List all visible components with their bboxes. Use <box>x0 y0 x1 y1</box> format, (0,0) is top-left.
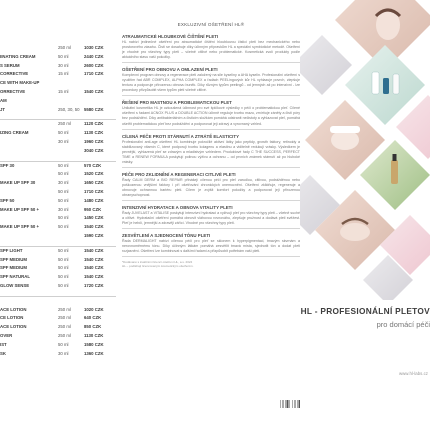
product-name: SK <box>0 350 6 356</box>
product-price: 1590 CZK <box>84 232 104 238</box>
price-row <box>0 341 116 350</box>
price-row <box>0 323 116 332</box>
product-price: 1450 CZK <box>84 215 104 221</box>
product-volume: 250 ml <box>58 315 71 321</box>
product-volume: 50 ml <box>58 171 69 177</box>
product-price: 1540 CZK <box>84 88 104 94</box>
price-row <box>0 264 116 273</box>
product-volume: 50 ml <box>58 341 69 347</box>
product-price: 570 CZK <box>84 162 102 168</box>
product-price: 1710 CZK <box>84 188 104 194</box>
product-volume: 50 ml <box>58 224 69 230</box>
product-name: ACE LOTION <box>0 324 27 330</box>
price-row <box>0 223 116 232</box>
section-heading: INTENZIVNÍ HYDRATACE A OBNOVA VITALITY PLETI <box>122 204 233 210</box>
price-list <box>0 44 116 358</box>
product-name: S SERUM <box>0 62 20 68</box>
price-row <box>0 296 116 306</box>
product-price: 1540 CZK <box>84 256 104 262</box>
barcode <box>280 400 300 408</box>
product-name: GLOW SENSE <box>0 282 30 288</box>
price-row <box>0 246 116 256</box>
price-row <box>0 350 116 359</box>
product-price: 1650 CZK <box>84 180 104 186</box>
product-volume: 50 ml <box>58 282 69 288</box>
product-volume: 50 ml <box>58 162 69 168</box>
product-name: IST <box>0 341 7 347</box>
product-name: CORRECTIVE <box>0 71 29 77</box>
section-text: Řada DERMALIGHT nabízí cílenou péči pro pleť se sklonem k hyperpigmentaci, tmavým skvrnám a nerovnoměrnému tónu. Díky účinným látkám pomáhá zesvětlit tmavá místa, sjednotit tón a dodat pleti rozjasnění. Ošetření lze kombinovat s dalšími řadami a přizpůsobit potřebám vaší pleti. <box>122 239 300 257</box>
product-name: ACE LOTION <box>0 306 27 312</box>
product-price: 1540 CZK <box>84 247 104 253</box>
product-volume: 30 ml <box>58 62 69 68</box>
price-row <box>0 97 116 106</box>
price-row <box>0 282 116 291</box>
product-name: CE WITH MAKE-UP <box>0 80 40 86</box>
section-text: Unikátní kosmetika HL je ozkoušená účinnost pro své špičkové výsledky v péči o problematickou pleť. Cílené ošetření s řadami ACNOX PLUS a DOUBLE ACTION účinně reguluje tvorbu mazu, zmírňuje záněty a čistí póry bez podráždění. Díky antibakteriálním a čisticím složkám pomáhá odstranit nečistoty a vyhlazovat pleť, pomáhá ošetřit problematickou pleť bez podráždění a podporovat její zdravý a vyrovnaný vzhled. <box>122 106 300 129</box>
price-row <box>0 129 116 138</box>
product-name: IZING CREAM <box>0 130 29 136</box>
section-text: Řady JUVELAST a VITALISE poskytují intenzivní hydrataci a vyživují pleť pro všechny typy pleti – včetně suché a citlivé. Hydratační ošetření pomáhá obnovit vláhovou rovnováhu, zlepšuje pružnost a dodává pleti svěžest. Pleť je hebčí, jemnější a zdravěji zářící. Vhodné pro všechny typy pleti. <box>122 211 300 229</box>
product-volume: 15 ml <box>58 71 69 77</box>
product-name: SPF 50 <box>0 197 15 203</box>
product-name: MAKE UP SPF 50 + <box>0 206 39 212</box>
price-row <box>0 232 116 241</box>
product-price: 1360 CZK <box>84 350 104 356</box>
price-row <box>0 106 116 115</box>
product-price: 1030 CZK <box>84 45 104 50</box>
product-name: JT <box>0 106 6 112</box>
brand-headline: HL - PROFESIONÁLNÍ PLETOV <box>300 306 430 316</box>
brand-subheadline: pro domácí péči <box>376 320 430 329</box>
product-name: IINATING CREAM <box>0 53 36 59</box>
product-name: CE LOTION <box>0 315 24 321</box>
product-price: 1020 CZK <box>84 306 104 312</box>
product-name: SPF NATURAL <box>0 274 30 280</box>
product-name: MAKE UP SPF 30 <box>0 180 36 186</box>
product-volume: 50 ml <box>58 247 69 253</box>
product-price: 1540 CZK <box>84 274 104 280</box>
product-price: 5580 CZK <box>84 106 104 112</box>
product-price: 1720 CZK <box>84 282 104 288</box>
photo-collage <box>300 0 430 300</box>
product-volume: 30 ml <box>58 138 69 144</box>
product-price: 640 CZK <box>84 315 102 321</box>
section-heading: ŘEŠENÍ PRO MASTNOU A PROBLEMATICKOU PLET <box>122 100 232 106</box>
section-text: Řady CALM DERM a BIO REPAIR přinášejí cílenou péči pro pleť zarudlou, citlivou, podrážděnou nebo poškozenou vnějšími faktory i při ošetřování chronických onemocnění. Ošetření zklidňuje, regeneruje a obnovuje ochrannou bariéru pleti. Cílem je zvýšit komfort pokožky a podporovat její přirozenou obranyschopnost. <box>122 178 300 201</box>
product-name: SPF MEDIUM <box>0 256 27 262</box>
treatments-column <box>122 20 300 268</box>
brand-block <box>288 306 430 376</box>
product-price: 2440 CZK <box>84 53 104 59</box>
price-row <box>0 273 116 282</box>
price-row <box>0 62 116 71</box>
section-heading: PÉČE PRO ZKLIDNĚNÍ A REGENERACI CITLIVÉ PLETI <box>122 171 236 177</box>
product-volume: 30 ml <box>58 180 69 186</box>
product-price: 1480 CZK <box>84 197 104 203</box>
footnote <box>122 260 300 268</box>
product-price: 1520 CZK <box>84 171 104 177</box>
price-row <box>0 188 116 197</box>
price-row <box>0 79 116 88</box>
product-volume: 250, 30, 50 <box>58 106 80 112</box>
product-volume: 250 ml <box>58 306 71 312</box>
product-price: 950 CZK <box>84 206 102 212</box>
product-volume: 50 ml <box>58 256 69 262</box>
section-heading: ATRAUMATICKÉ HLOUBKOVÉ ČIŠTĚNÍ PLETI <box>122 34 219 39</box>
price-row <box>0 44 116 53</box>
product-volume: 30 ml <box>58 206 69 212</box>
product-price: 850 CZK <box>84 324 102 330</box>
price-row <box>0 147 116 156</box>
price-row <box>0 88 116 97</box>
product-name: SPF LIGHT <box>0 247 23 253</box>
footnote-line-2: HL – podléhají licencovaným kosmetickým ošetřením. <box>122 264 194 269</box>
footnote-line-1: *Dodávané s kvalitními licencí ošetření HL, a.s. 2024 <box>122 260 193 265</box>
price-row <box>0 70 116 79</box>
section-heading: ZESVĚTLENÍ A SJEDNOCENÍ TÓNU PLETI <box>122 233 211 239</box>
product-volume: 250 ml <box>58 332 71 338</box>
section-text: Profesionální anti-age ošetření HL kombinuje pokročilé aktivní látky jako peptidy, growth faktory, retinoidy a stabilizovaný vitamín C, které podporují tvorbu kolagenu a elastinu a viditelně redukují vrásky. Výsledkem je pevnější, vyhlazená pleť se zdravým a mladistvým vzhledem. Produktové řady C THE SUCCESS, PERFECT TIME a RENEW FORMULA poskytují polinou výživu a ochranu – od prvních známek stárnutí až po hluboké vrásky. <box>122 140 300 168</box>
product-volume: 50 ml <box>58 188 69 194</box>
product-price: 1960 CZK <box>84 138 104 144</box>
product-volume: 250 ml <box>58 324 71 330</box>
product-name: OVER <box>0 332 13 338</box>
product-volume: 50 ml <box>58 53 69 59</box>
product-volume: 50 ml <box>58 130 69 136</box>
section-heading: CÍLENÁ PÉČE PROTI STÁRNUTÍ A ZTRÁTĚ ELASTICITY <box>122 133 240 139</box>
product-volume: 250 ml <box>58 45 71 50</box>
price-row <box>0 53 116 62</box>
section-heading: OŠETŘENÍ PRO OBNOVU A OMLAZENÍ PLETI <box>122 67 218 73</box>
treatments-title: EXKLUZIVNÍ OŠETŘENÍ HL® <box>177 22 245 27</box>
price-row <box>0 332 116 341</box>
price-row <box>0 314 116 323</box>
product-price: 1540 CZK <box>84 224 104 230</box>
product-price: 1120 CZK <box>84 121 104 127</box>
product-price: 1130 CZK <box>84 130 104 136</box>
price-row <box>0 138 116 147</box>
product-volume: 50 ml <box>58 274 69 280</box>
product-price: 1580 CZK <box>84 341 104 347</box>
product-price: 2600 CZK <box>84 62 104 68</box>
product-volume: 250 ml <box>58 121 71 127</box>
price-row <box>0 206 116 215</box>
price-row <box>0 161 116 171</box>
product-name: ORRECTIVE <box>0 88 26 94</box>
product-volume: 50 ml <box>58 215 69 221</box>
product-price: 1540 CZK <box>84 265 104 271</box>
price-row <box>0 214 116 223</box>
product-name: SPF MEDIUM <box>0 265 27 271</box>
product-volume: 15 ml <box>58 88 69 94</box>
product-volume: 50 ml <box>58 197 69 203</box>
section-text: HL nabízí jedinečné ošetření pro atraumatické čištění hloubkovou čisticí pleti bez mechanického nebo prostorového zásahu. Čistí se dosahuje díky účinným přípravkům HL a speciální symbiotické metodě. Ošetření je vhodné pro všechny typy pleti – včetně citlivé nebo problematické. Kosmetická zvolí produkty podle aktuálního stavu vaší pokožky. <box>122 40 300 63</box>
price-row <box>0 256 116 265</box>
section-text: Komplexní program obnovy a regenerace pleti založený na sile kyseliny a AHA kyselin. Profesionální ošetření s využitím řad ABR COMPLEX, ALPHA COMPLEX a řadách PEELingových kůr HL vyhlazuje povrch, zlepšuje texturu a podporuje přirozenou obnovu buněk. Díky různým typům peelingů - od jemných až po intenzivní - lze procedury přizpůsobit všem typům pleti včetně citlivé. <box>122 73 300 96</box>
product-volume: 50 ml <box>58 265 69 271</box>
brand-website: www.hl-labs.cz <box>398 371 428 376</box>
product-volume: 30 ml <box>58 350 69 356</box>
product-price: 1710 CZK <box>84 71 104 77</box>
product-price: 1130 CZK <box>84 332 104 338</box>
diamond-tile-grey-1 <box>300 35 352 95</box>
price-row <box>0 179 116 188</box>
product-price: 3040 CZK <box>84 147 104 153</box>
price-row <box>0 306 116 315</box>
price-row <box>0 119 116 129</box>
price-row <box>0 197 116 206</box>
price-row <box>0 170 116 179</box>
product-name: AM <box>0 97 7 103</box>
product-name: SPF 30 <box>0 162 15 168</box>
product-name: MAKE UP SPF 50 + <box>0 224 39 230</box>
